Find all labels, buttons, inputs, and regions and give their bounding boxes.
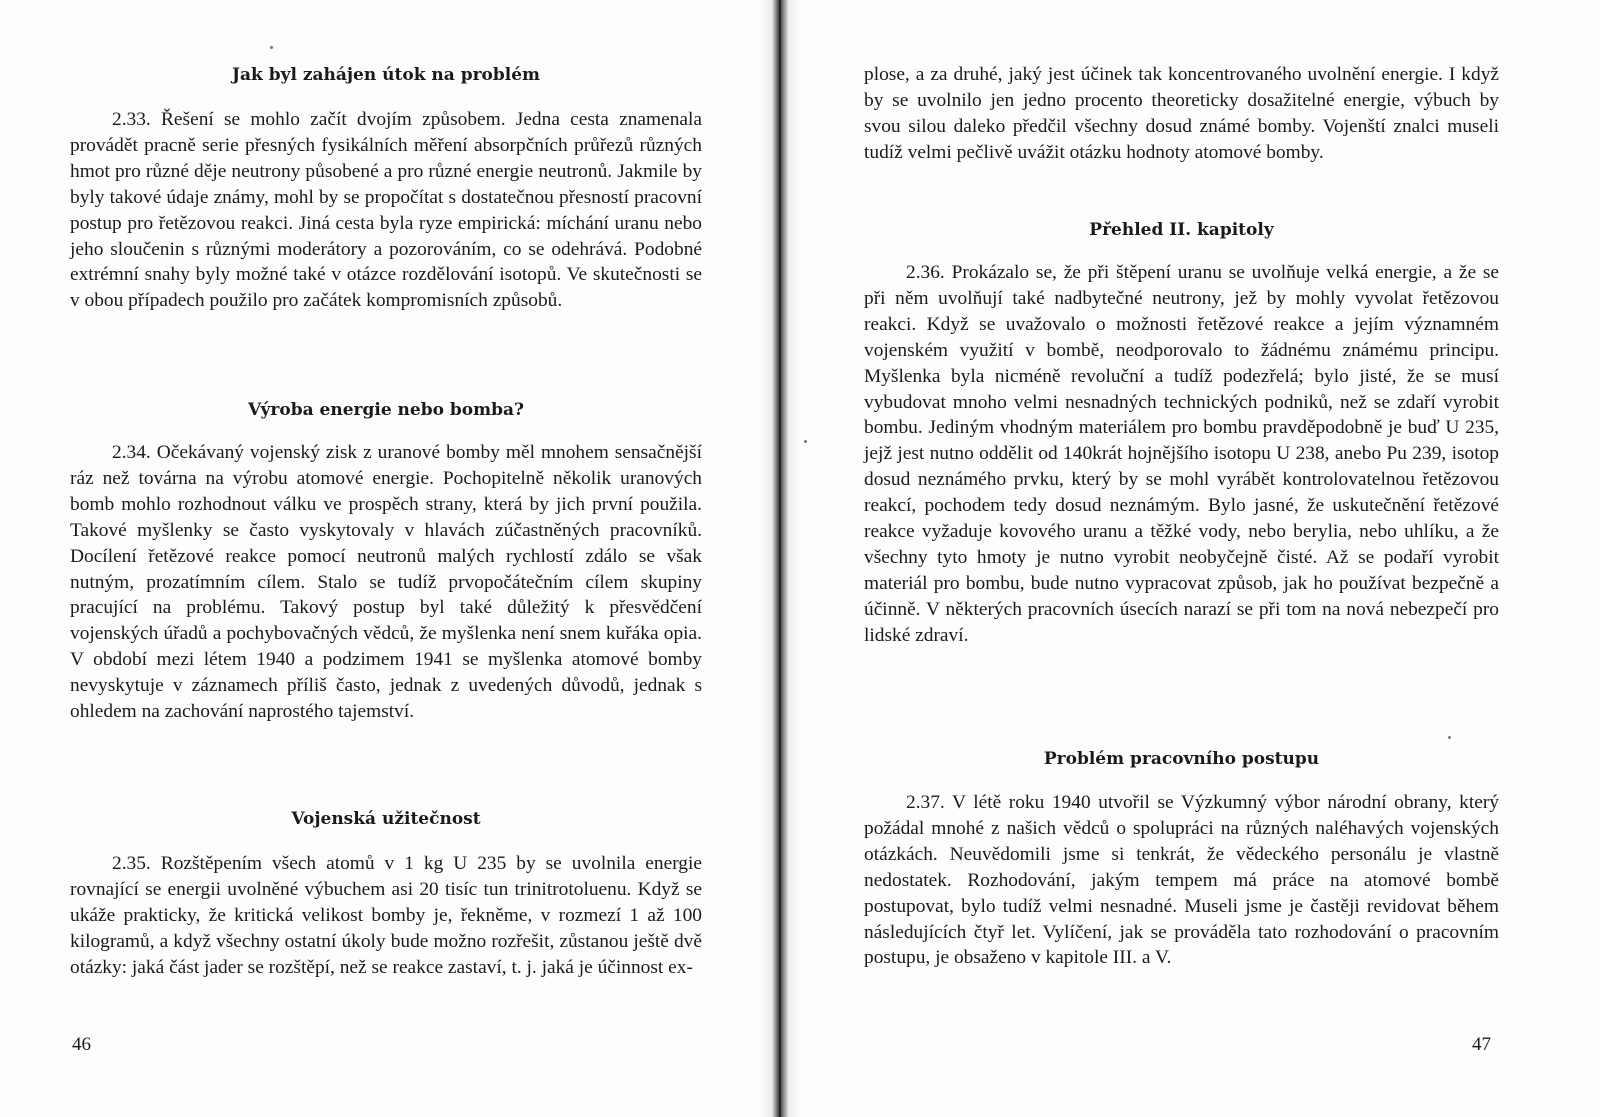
paragraph-2-36: 2.36. Prokázalo se, že při štěpení uranu se uvolňuje velká energie, a že se při něm uvolňují také nadbytečné neutrony, jež by mohly vyvolat řetězovou reakci. Když se uvažovalo o možnosti řetězové reakce a jejím významném vojenském využití v bombě, neodporovalo to žádnému známému principu. Myšlenka byla nicméně revoluční a tudíž podezřelá; bylo jisté, že se musí vybudovat mnoho velmi nesnadných technických podniků, než se zdaří vyrobit bombu. Jediným vhodným materiálem pro bombu pravděpodobně je buď U 235, jejž jest nutno oddělit od 140krát hojnějšího isotopu U 238, anebo Pu 239, isotop dosud neznámého prvku, který by se mohl vyrábět kontrolovatelnou řetězovou reakcí, pochodem tedy dosud neznámým. Bylo jasné, že uskutečnění řetězové reakce vyžaduje kovového uranu a těžké vody, nebo berylia, nebo uhlíku, a že všechny tyto hmoty je nutno vyrobit neobyčejně čisté. Až se podaří vyrobit materiál pro bombu, bude nutno vypracovat způsob, jak ho používat bezpečně a účinně. V některých pracovních úsecích narazí se při tom na nová nebezpečí pro lidské zdraví. [864,262,1499,646]
paper-speck [270,46,273,49]
page-number-left: 46 [72,1034,91,1055]
section-heading [70,806,702,832]
section-heading [864,746,1499,772]
right-page [864,0,1499,1117]
section-heading [70,397,702,423]
paragraph-2-35-continued: plose, a za druhé, jaký jest účinek tak koncentrovaného uvolnění energie. I když by se uvolnilo jen jedno procento theoreticky dosažitelné energie, výbuch by svou silou daleko předčil všechny dosud známé bomby. Vojenští znalci museli tudíž velmi pečlivě uvážit otázku hodnoty atomové bomby. [864,64,1499,163]
paragraph-block [70,107,702,314]
paragraph-block [864,260,1499,649]
paragraph-2-35: 2.35. Rozštěpením všech atomů v 1 kg U 235 by se uvolnila energie rovnající se energii uvolněné výbuchem asi 20 tisíc tun trinitrotoluenu. Když se ukáže prakticky, že kritická velikost bomby je, řekněme, v rozmezí 1 až 100 kilogramů, a když všechny ostatní úkoly bude možno rozřešit, zůstanou ještě dvě otázky: jaká část jader se rozštěpí, než se reakce zastaví, t. j. jaká je účinnost ex- [70,853,702,978]
section-heading [864,217,1499,243]
paper-speck [804,440,807,443]
paragraph-2-33: 2.33. Řešení se mohlo začít dvojím způsobem. Jedna cesta znamenala provádět pracně serie přesných fysikálních měření absorpčních průřezů různých hmot pro různé děje neutrony působené a pro různé energie neutronů. Jakmile by byly takové údaje známy, mohl by se propočítat s dostatečnou přesností pracovní postup pro řetězovou reakci. Jiná cesta byla ryze empirická: míchání uranu nebo jeho sloučenin s různými moderátory a pozorováním, co se odehrává. Podobné extrémní snahy byly možné také v otázce rozdělování isotopů. Ve skutečnosti se v obou případech použilo pro začátek kompromisních způsobů. [70,109,702,312]
paragraph-2-37: 2.37. V létě roku 1940 utvořil se Výzkumný výbor národní obrany, který požádal mnohé z našich vědců o spolupráci na různých naléhavých vojenských otázkách. Neuvědomili jsme si tenkrát, že vědeckého personálu je vlastně nedostatek. Rozhodování, jakým tempem má práce na atomové bombě postupovat, bylo tudíž velmi nesnadné. Museli jsme je častěji revidovat během následujících čtyř let. Vylíčení, jak se prováděla tato rozhodování o pracovním postupu, je obsaženo v kapitole III. a V. [864,792,1499,969]
paragraph-2-34: 2.34. Očekávaný vojenský zisk z uranové bomby měl mnohem sensačnější ráz než továrna na výrobu atomové energie. Pochopitelně několik uranových bomb mohlo rozhodnout válku ve prospěch strany, která by jich první použila. Takové myšlenky se často vyskytovaly v hlavách zúčastněných pracovníků. Docílení řetězové reakce pomocí neutronů malých rychlostí zdálo se však nutným, prozatímním cílem. Stalo se tudíž prvopočátečním cílem skupiny pracující na problému. Takový postup byl také důležitý k přesvědčení vojenských úřadů a pochybovačných vědců, že myšlenka není snem kuřáka opia. V období mezi létem 1940 a podzimem 1941 se myšlenka atomové bomby nevyskytuje v záznamech příliš často, jednak z uvedených důvodů, jednak s ohledem na zachování naprostého tajemství. [70,442,702,723]
page-number-right: 47 [1472,1034,1491,1055]
paragraph-block [70,440,702,725]
section-heading [70,62,702,88]
paper-speck [1448,736,1451,739]
heading-chapter-overview: Přehled II. kapitoly [1089,220,1274,240]
heading-work-procedure: Problém pracovního postupu [1043,749,1320,769]
heading-energy-or-bomb: Výroba energie nebo bomba? [248,400,524,420]
paragraph-block [70,851,702,981]
heading-military-usefulness: Vojenská užitečnost [291,809,481,829]
heading-attack-on-problem: Jak byl zahájen útok na problém [231,65,541,85]
paragraph-block [864,790,1499,971]
paragraph-block [864,62,1499,166]
book-gutter [760,0,800,1117]
left-page [70,0,702,1117]
